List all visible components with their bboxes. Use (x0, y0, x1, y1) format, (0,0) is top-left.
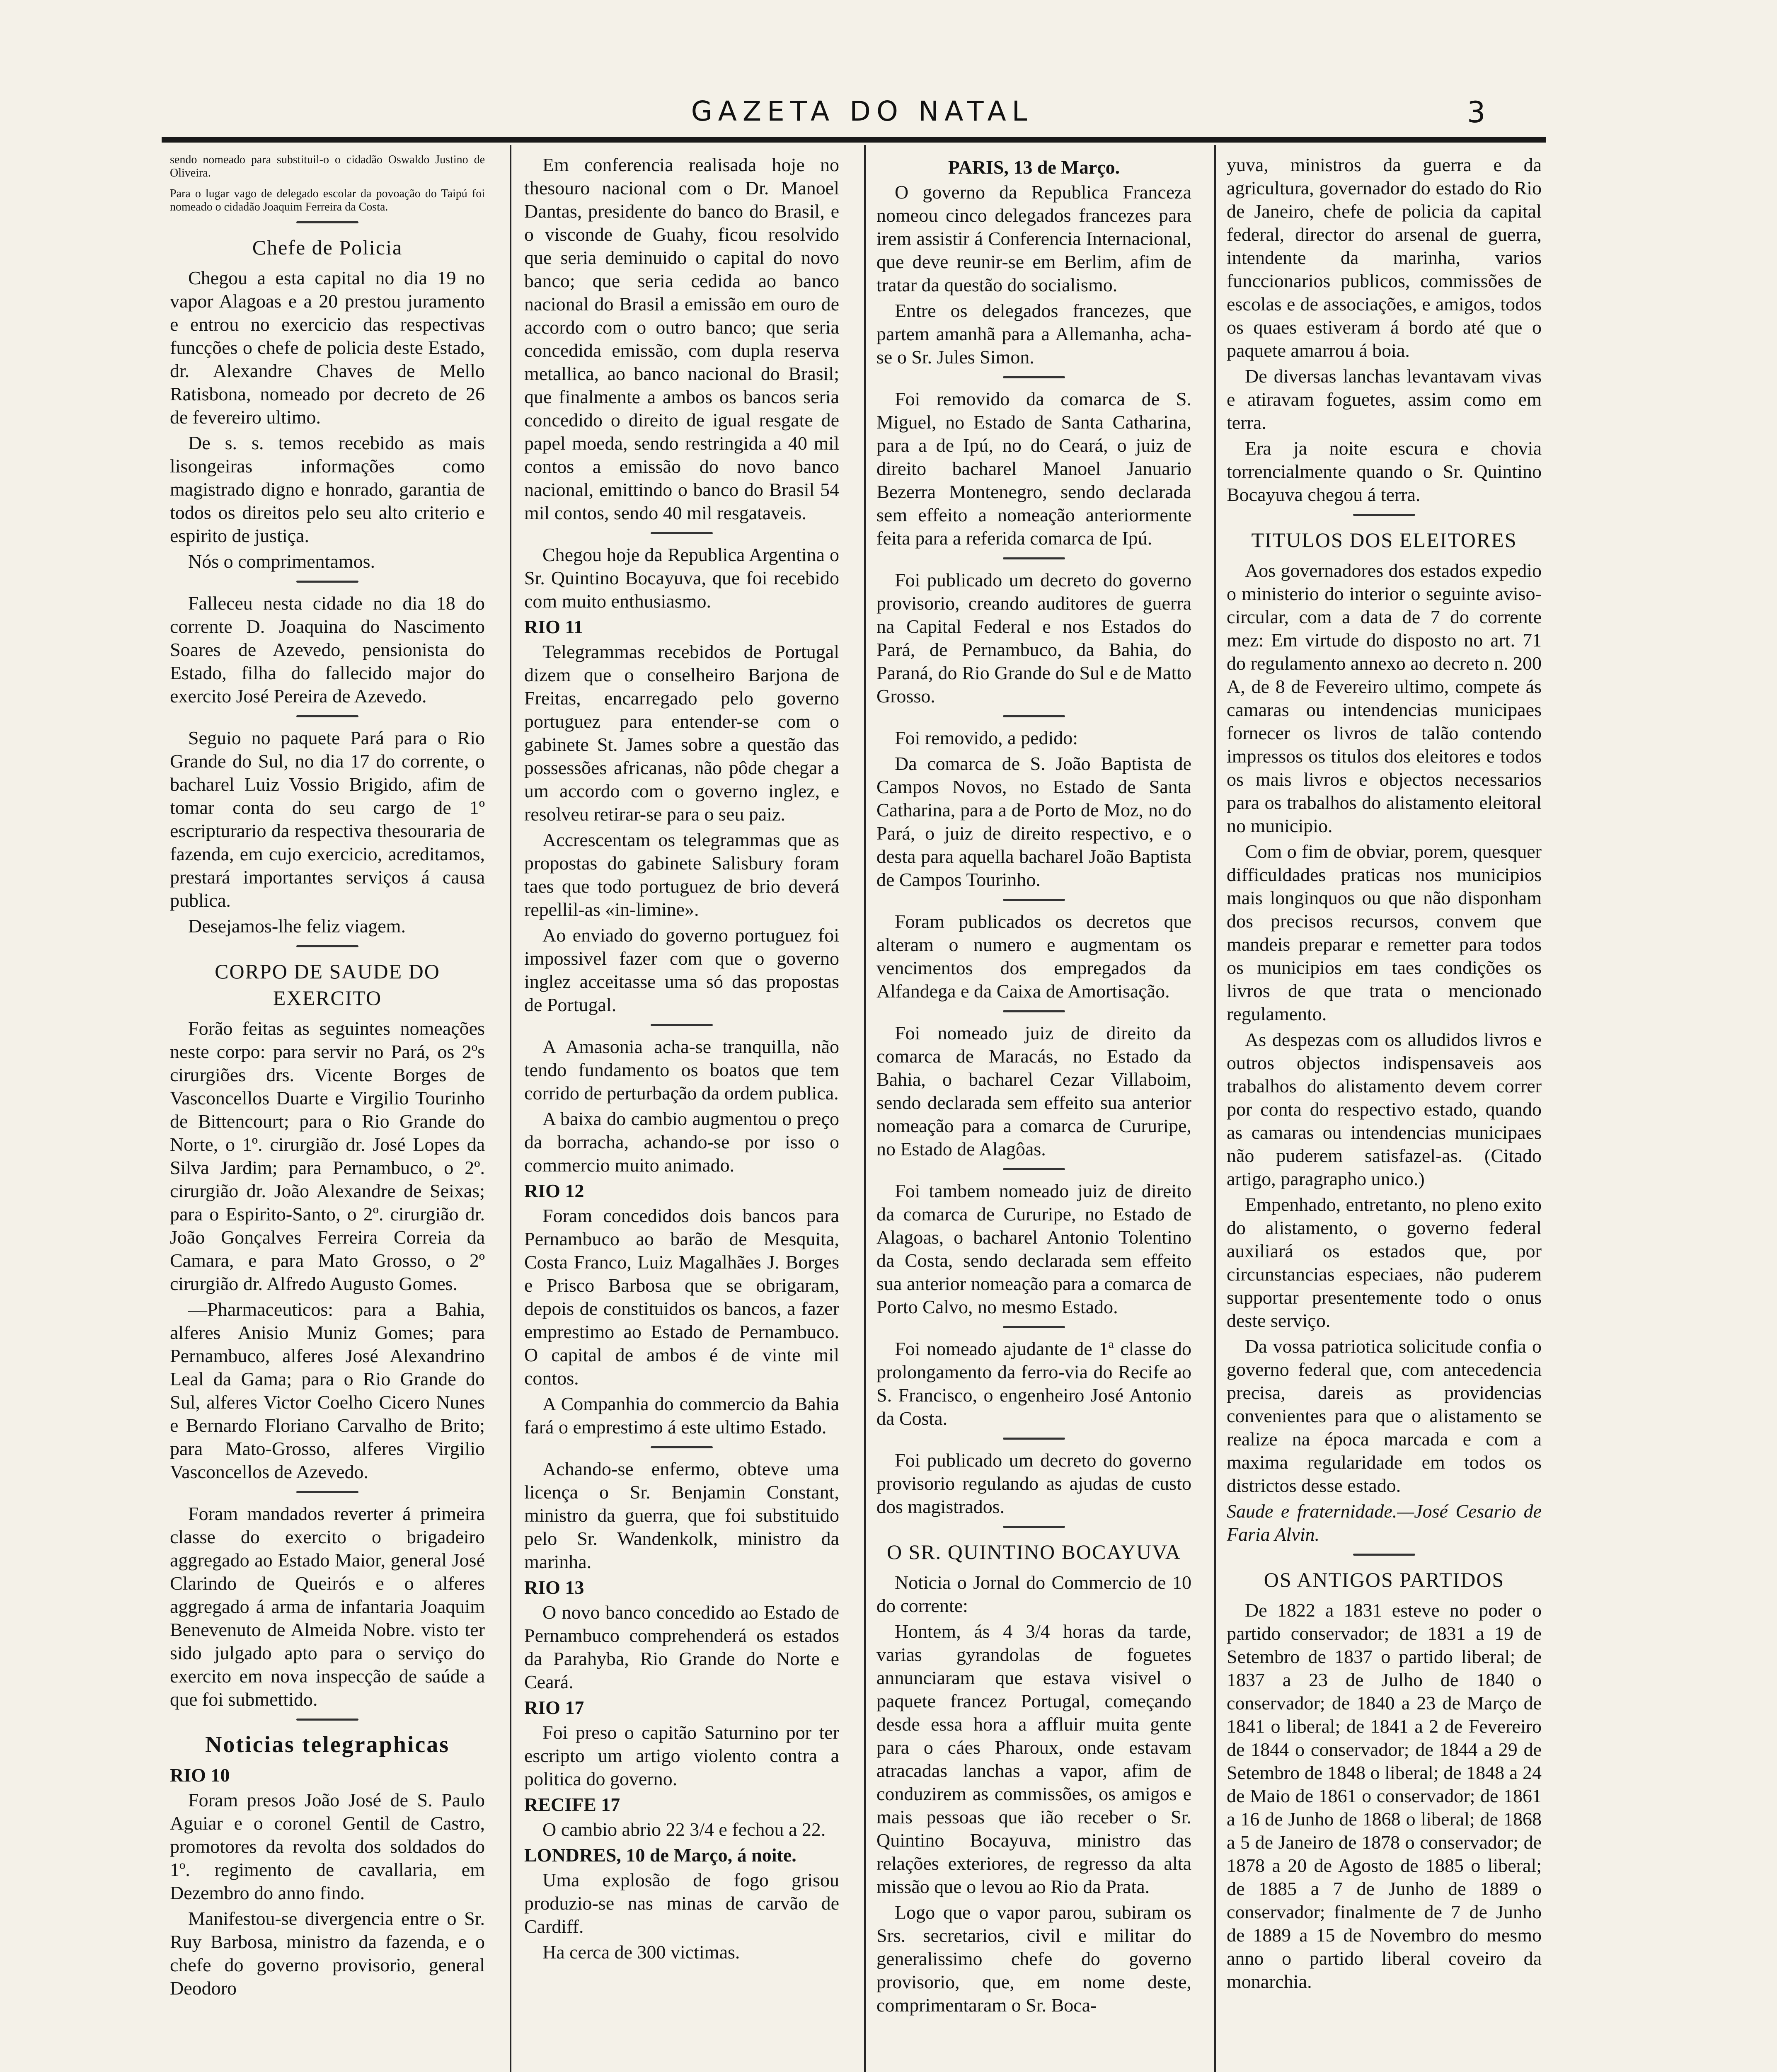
heading-corpo-saude: CORPO DE SAUDE DO EXERCITO (215, 960, 440, 1009)
article-paragraph: Ha cerca de 300 victimas. (542, 1941, 740, 1963)
article-paragraph: Da vossa patriotica solicitude confia o governo federal que, com antecedencia precisa, dareis as providencias convenientes para que o alistamento se realize na época marcada e com a maxima regularidade em todos os districtos desse estado. (1227, 1336, 1542, 1496)
notice-substitute: sendo nomeado para substituil-o o cidadão Oswaldo Justino de Oliveira. (170, 153, 485, 179)
article-paragraph: Foram presos João José de S. Paulo Aguiar e o coronel Gentil de Castro, promotores da revolta dos soldados do 1º. regimento de cavallaria, em Dezembro do anno findo. (170, 1789, 485, 1903)
article-paragraph: Com o fim de obviar, porem, quesquer difficuldades praticas nos municipios mais longinquos ou que não disponham dos precisos recursos, convem que mandeis preparar e remetter para todos os municipios em taes condições os livros de que trata o mencionado regulamento. (1227, 841, 1542, 1024)
newspaper-title: GAZETA DO NATAL (691, 95, 1033, 127)
article-paragraph: Desejamos-lhe feliz viagem. (188, 915, 406, 937)
separator (296, 945, 358, 947)
article-paragraph: Da comarca de S. João Baptista de Campos Novos, no Estado de Santa Catharina, para a de Porto de Moz, no do Pará, o juiz de direito respectivo, e o desta para aquella bacharel João Baptista de Campos Tourinho. (876, 753, 1191, 890)
separator (1003, 1526, 1065, 1528)
article-paragraph: O cambio abrio 22 3/4 e fechou a 22. (542, 1819, 826, 1840)
separator (296, 715, 358, 717)
article-paragraph: Foi preso o capitão Saturnino por ter escripto um artigo violento contra a politica do governo. (524, 1722, 839, 1789)
article-paragraph: A Companhia do commercio da Bahia fará o emprestimo á este ultimo Estado. (524, 1393, 839, 1438)
column-3 (876, 153, 1191, 2072)
article-paragraph: Foi nomeado juiz de direito da comarca de Maracás, no Estado da Bahia, o bacharel Cezar Villaboim, sendo declarada sem effeito sua anterior nomeação para a comarca de Cururipe, no Estado de Alagôas. (876, 1022, 1191, 1159)
article-paragraph: Empenhado, entretanto, no pleno exito do alistamento, o governo federal auxiliará os estados que, por circunstancias especiaes, não puderem supportar presentemente todo o onus deste serviço. (1227, 1194, 1542, 1331)
article-paragraph: A baixa do cambio augmentou o preço da borracha, achando-se por isso o commercio muito animado. (524, 1108, 839, 1176)
dateline: LONDRES, 10 de Março, á noite. (524, 1844, 797, 1866)
page-number: 3 (1467, 95, 1486, 129)
heading-antigos-partidos: OS ANTIGOS PARTIDOS (1264, 1568, 1505, 1591)
dateline: RIO 12 (524, 1180, 584, 1201)
article-paragraph: Foram mandados reverter á primeira classe do exercito o brigadeiro aggregado ao Estado Maior, general José Clarindo de Queirós e o alferes aggregado á arma de infantaria Joaquim Benevenuto de Almeida Nobre. visto ter sido julgado apto para o serviço do exercito em nova inspecção de saúde a que foi submettido. (170, 1503, 485, 1710)
article-paragraph: Uma explosão de fogo grisou produzio-se nas minas de carvão de Cardiff. (524, 1869, 839, 1937)
masthead (0, 95, 1777, 133)
separator (296, 221, 358, 223)
signature: Saude e fraternidade.—José Cesario de Faria Alvin. (1227, 1501, 1542, 1545)
column-1 (170, 153, 485, 2072)
article-paragraph: As despezas com os alludidos livros e outros objectos indispensaveis aos trabalhos do alistamento devem correr por conta do respectivo estado, quando as camaras ou intendencias municipaes não puderem satisfazel-as. (Citado artigo, paragrapho unico.) (1227, 1029, 1542, 1189)
article-paragraph: De 1822 a 1831 esteve no poder o partido conservador; de 1831 a 19 de Setembro de 1837 o partido liberal; de 1837 a 23 de Julho de 1840 o conservador; de 1840 a 23 de Março de 1841 o liberal; de 1841 a 2 de Fevereiro de 1844 o conservador; de 1844 a 29 de Setembro de 1848 o liberal; de 1848 a 24 de Maio de 1861 o conservador; de 1861 a 16 de Junho de 1868 o liberal; de 1868 a 5 de Janeiro de 1878 o conservador; de 1878 a 20 de Agosto de 1885 o liberal; de 1885 a 7 de Junho de 1889 o conservador; finalmente de 7 de Junho de 1889 a 15 de Novembro do mesmo anno o partido liberal coveiro da monarchia. (1227, 1600, 1542, 1992)
article-paragraph: O governo da Republica Franceza nomeou cinco delegados francezes para irem assistir á Conferencia Internacional, que deve reunir-se em Berlim, afim de tratar da questão do socialismo. (876, 182, 1191, 295)
article-paragraph: Chegou a esta capital no dia 19 no vapor Alagoas e a 20 prestou juramento e entrou no exercicio das respectivas funcções o chefe de policia deste Estado, dr. Alexandre Chaves de Mello Ratisbona, nomeado por decreto de 26 de fevereiro ultimo. (170, 267, 485, 428)
article-paragraph: Foi removido da comarca de S. Miguel, no Estado de Santa Catharina, para a de Ipú, no do Ceará, o juiz de direito bacharel Manoel Januario Bezerra Montenegro, sendo declarada sem effeito a nomeação anteriormente feita para a referida comarca de Ipú. (876, 388, 1191, 549)
article-paragraph: Accrescentam os telegrammas que as propostas do gabinete Salisbury foram taes que todo portuguez de brio deverá repellil-as «in-limine». (524, 829, 839, 920)
article-paragraph: —Pharmaceuticos: para a Bahia, alferes Anisio Muniz Gomes; para Pernambuco, alferes José Alexandrino Leal da Gama; para o Rio Grande do Sul, alferes Victor Coelho Cicero Nunes e Bernardo Floriano Carvalho de Brito; para Mato-Grosso, alferes Virgilio Vasconcellos de Azevedo. (170, 1299, 485, 1482)
article-paragraph: Ao enviado do governo portuguez foi impossivel fazer com que o governo inglez acceitasse uma só das propostas de Portugal. (524, 925, 839, 1015)
separator (1003, 1010, 1065, 1012)
article-paragraph: De s. s. temos recebido as mais lisongeiras informações como magistrado digno e honrado, garantia de todos os direitos pelo seu alto criterio e espirito de justiça. (170, 432, 485, 546)
article-paragraph: Chegou hoje da Republica Argentina o Sr. Quintino Bocayuva, que foi recebido com muito enthusiasmo. (524, 544, 839, 612)
article-paragraph: Entre os delegados francezes, que partem amanhã para a Allemanha, acha-se o Sr. Jules Simon. (876, 300, 1191, 368)
column-2 (524, 153, 839, 2072)
article-paragraph: Logo que o vapor parou, subiram os Srs. secretarios, civil e militar do generalissimo chefe do governo provisorio, que, em nome deste, comprimentaram o Sr. Boca- (876, 1902, 1191, 2016)
column-4 (1227, 153, 1542, 2072)
column-rule-2 (864, 145, 866, 2072)
article-paragraph: Foi removido, a pedido: (895, 727, 1078, 748)
article-paragraph: Manifestou-se divergencia entre o Sr. Ruy Barbosa, ministro da fazenda, e o chefe do governo provisorio, general Deodoro (170, 1908, 485, 1999)
article-paragraph: Foram publicados os decretos que alteram o numero e augmentam os vencimentos dos empregados da Alfandega e da Caixa de Amortisação. (876, 911, 1191, 1002)
separator (1003, 899, 1065, 901)
article-paragraph: A Amasonia acha-se tranquilla, não tendo fundamento os boatos que tem corrido de perturbação da ordem publica. (524, 1036, 839, 1104)
separator (296, 1719, 358, 1721)
article-paragraph: Foram concedidos dois bancos para Pernambuco ao barão de Mesquita, Costa Franco, Luiz Magalhães J. Borges e Prisco Barbosa que se obrigaram, depois de constituidos os bancos, a fazer emprestimo ao Estado de Pernambuco. O capital de ambos é de vinte mil contos. (524, 1205, 839, 1389)
article-paragraph: Achando-se enfermo, obteve uma licença o Sr. Benjamin Constant, ministro da guerra, que foi substituido pelo Sr. Wandenkolk, ministro da marinha. (524, 1458, 839, 1572)
dateline: PARIS, 13 de Março. (948, 157, 1120, 178)
dateline: RECIFE 17 (524, 1794, 620, 1815)
heading-quintino-bocayuva: O SR. QUINTINO BOCAYUVA (887, 1540, 1181, 1564)
article-paragraph: Noticia o Jornal do Commercio de 10 do corrente: (876, 1572, 1191, 1616)
article-paragraph: Falleceu nesta cidade no dia 18 do corrente D. Joaquina do Nascimento Soares de Azevedo, pensionista do Estado, filha do fallecido major do exercito José Pereira de Azevedo. (170, 593, 485, 707)
separator (1353, 514, 1415, 516)
article-paragraph: Hontem, ás 4 3/4 horas da tarde, varias gyrandolas de foguetes annunciaram que estava visivel o paquete francez Portugal, começando desde essa hora a affluir muita gente para o cáes Pharoux, onde estavam atracadas lanchas a vapor, afim de conduzirem as commissões, os amigos e mais pessoas que ião receber o Sr. Quintino Bocayuva, ministro das relações exteriores, de regresso da alta missão que o levou ao Rio da Prata. (876, 1621, 1191, 1897)
article-paragraph: Foi nomeado ajudante de 1ª classe do prolongamento da ferro-via do Recife ao S. Francisco, o engenheiro José Antonio da Costa. (876, 1338, 1191, 1429)
heading-noticias-telegraphicas: Noticias telegraphicas (205, 1732, 450, 1757)
dateline: RIO 11 (524, 616, 583, 637)
article-paragraph: yuva, ministros da guerra e da agricultura, governador do estado do Rio de Janeiro, chefe de policia da capital federal, director do arsenal de guerra, intendente da marinha, varios funccionarios publicos, commissões de escolas e de associações, e amigos, todos os quaes estiveram á bordo até que o paquete amarrou á boia. (1227, 154, 1542, 361)
separator (1003, 1168, 1065, 1170)
article-paragraph: Em conferencia realisada hoje no thesouro nacional com o Dr. Manoel Dantas, presidente do banco do Brasil, e o visconde de Guahy, ficou resolvido que seria deminuido o capital do novo banco; que seria cedida ao banco nacional do Brasil a emissão em ouro de accordo com o outro banco; que seria concedida emissão, com dupla reserva metallica, ao banco nacional do Brasil; que finalmente a ambos os bancos seria concedido o direito de igual resgate de papel moeda, sendo restringida a 40 mil contos a emissão do novo banco nacional, emittindo o banco do Brasil 54 mil contos, sendo 40 mil resgataveis. (524, 154, 839, 523)
masthead-rule (162, 137, 1546, 143)
article-paragraph: Foi tambem nomeado juiz de direito da comarca de Cururipe, no Estado de Alagoas, o bacharel Antonio Tolentino da Costa, sendo declarada sem effeito sua anterior nomeação para a comarca de Porto Calvo, no mesmo Estado. (876, 1180, 1191, 1317)
separator (1003, 557, 1065, 559)
article-paragraph: Telegrammas recebidos de Portugal dizem que o conselheiro Barjona de Freitas, encarregado pelo governo portuguez para entender-se com o gabinete St. James sobre a questão das possessões africanas, não pôde chegar a um accordo com o governo inglez, e resolveu retirar-se para o seu paiz. (524, 641, 839, 825)
separator (1003, 715, 1065, 717)
separator (651, 1446, 713, 1448)
separator (1353, 1554, 1415, 1556)
heading-chefe-policia: Chefe de Policia (252, 236, 403, 259)
column-rule-3 (1214, 145, 1216, 2072)
dateline: RIO 17 (524, 1697, 584, 1718)
separator (296, 1491, 358, 1493)
article-paragraph: Forão feitas as seguintes nomeações neste corpo: para servir no Pará, os 2ºs cirurgiões drs. Vicente Borges de Vasconcellos Duarte e Virgilio Tourinho de Bittencourt; para o Rio Grande do Norte, o 1º. cirurgião dr. José Lopes da Silva Jardim; para Pernambuco, o 2º. cirurgião dr. João Alexandre de Seixas; para o Espirito-Santo, o 2º. cirurgião dr. João Gonçalves Ferreira Correia da Camara, e para Mato Grosso, o 2º cirurgião dr. Alfredo Augusto Gomes. (170, 1018, 485, 1294)
column-rule-1 (510, 145, 511, 2072)
article-paragraph: Foi publicado um decreto do governo provisorio regulando as ajudas de custo dos magistrados. (876, 1450, 1191, 1517)
notice-school-delegate: Para o lugar vago de delegado escolar da povoação do Taipú foi nomeado o cidadão Joaquim Ferreira da Costa. (170, 187, 485, 213)
dateline: RIO 10 (170, 1765, 230, 1786)
article-paragraph: Aos governadores dos estados expedio o ministerio do interior o seguinte aviso-circular, com a data de 7 do corrente mez: Em virtude do disposto no art. 71 do regulamento annexo ao decreto n. 200 A, de 8 de Fevereiro ultimo, compete ás camaras ou intendencias municipaes fornecer os livros de talão contendo impressos os titulos dos eleitores e todos os mais livros e objectos necessarios para os trabalhos do alistamento eleitoral no municipio. (1227, 560, 1542, 836)
heading-titulos-eleitores: TITULOS DOS ELEITORES (1251, 528, 1517, 552)
article-paragraph: De diversas lanchas levantavam vivas e atiravam foguetes, assim como em terra. (1227, 366, 1542, 433)
separator (651, 532, 713, 534)
dateline: RIO 13 (524, 1577, 584, 1598)
article-paragraph: O novo banco concedido ao Estado de Pernambuco comprehenderá os estados da Parahyba, Rio Grande do Norte e Ceará. (524, 1602, 839, 1692)
article-paragraph: Era ja noite escura e chovia torrencialmente quando o Sr. Quintino Bocayuva chegou á terra. (1227, 438, 1542, 505)
article-paragraph: Foi publicado um decreto do governo provisorio, creando auditores de guerra na Capital Federal e nos Estados do Pará, de Pernambuco, da Bahia, do Paraná, do Rio Grande do Sul e de Matto Grosso. (876, 569, 1191, 707)
separator (1003, 376, 1065, 378)
article-paragraph: Nós o comprimentamos. (188, 551, 375, 572)
separator (1003, 1438, 1065, 1440)
separator (1003, 1326, 1065, 1328)
article-paragraph: Seguio no paquete Pará para o Rio Grande do Sul, no dia 17 do corrente, o bacharel Luiz Vossio Brigido, afim de tomar conta do seu cargo de 1º escripturario da respectiva thesouraria de fazenda, em cujo exercicio, acreditamos, prestará importantes serviços á causa publica. (170, 727, 485, 911)
separator (651, 1024, 713, 1026)
separator (296, 581, 358, 583)
